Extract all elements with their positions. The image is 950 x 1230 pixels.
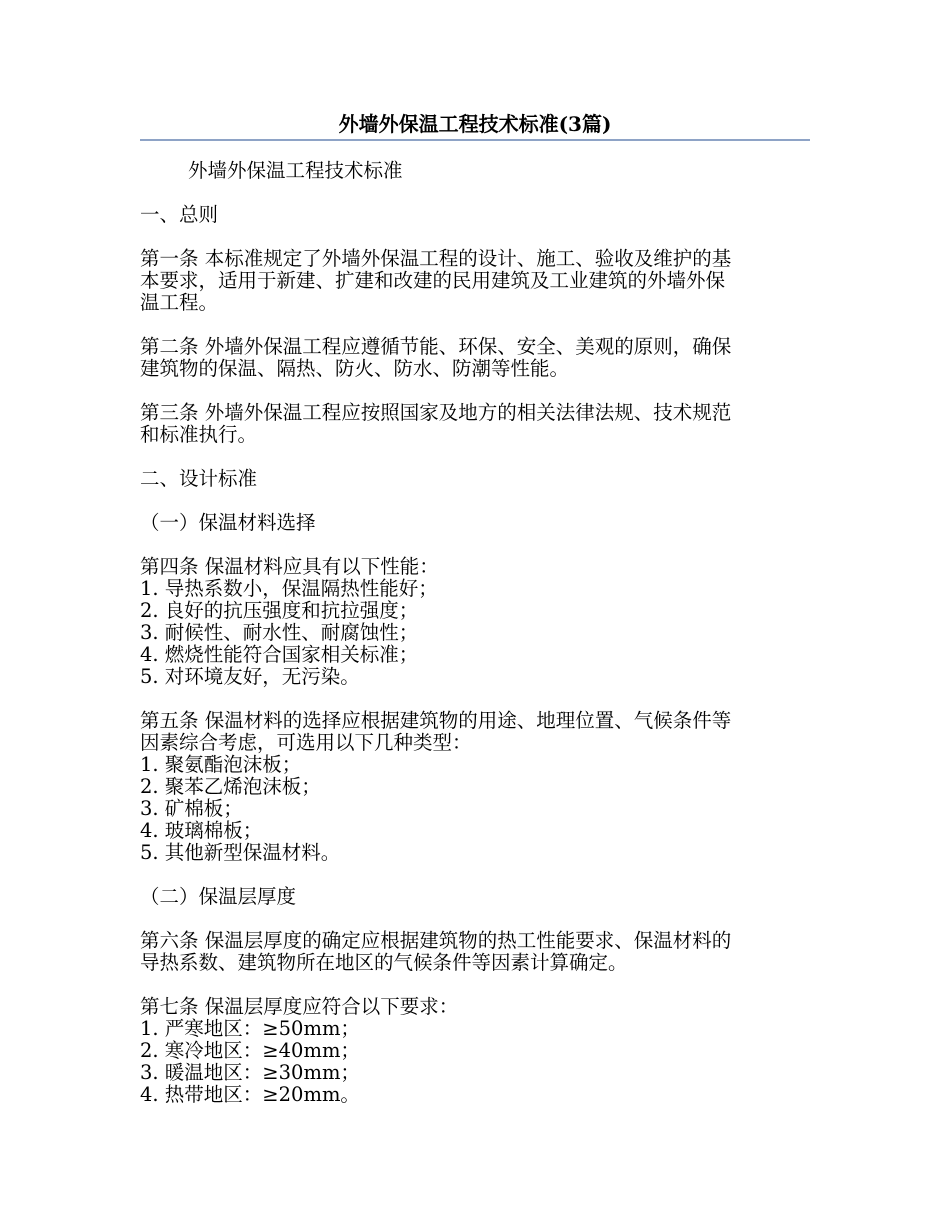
- text-line: 二、设计标准: [140, 467, 258, 490]
- paragraph-list: [140, 204, 810, 1106]
- paragraph: [140, 336, 810, 380]
- text-line: 4. 热带地区：≥20mm。: [140, 1083, 360, 1106]
- paragraph: [140, 512, 810, 534]
- paragraph: [140, 402, 810, 446]
- text-line: （一）保温材料选择: [140, 511, 316, 534]
- document-body: [140, 160, 810, 1128]
- document-subtitle: 外墙外保温工程技术标准: [188, 159, 403, 182]
- text-line: 1. 聚氨酯泡沫板；: [140, 753, 302, 776]
- paragraph: [140, 248, 810, 314]
- text-line: 5. 其他新型保温材料。: [140, 841, 341, 864]
- text-line: 1. 导热系数小，保温隔热性能好；: [140, 577, 438, 600]
- text-line: 2. 寒冷地区：≥40mm；: [140, 1039, 360, 1062]
- paragraph: [140, 710, 810, 864]
- text-line: 第四条 保温材料应具有以下性能：: [140, 555, 439, 578]
- text-line: 第六条 保温层厚度的确定应根据建筑物的热工性能要求、保温材料的: [140, 929, 732, 952]
- text-line: 1. 严寒地区：≥50mm；: [140, 1017, 360, 1040]
- text-line: 第五条 保温材料的选择应根据建筑物的用途、地理位置、气候条件等: [140, 709, 732, 732]
- paragraph: [140, 468, 810, 490]
- text-line: 建筑物的保温、隔热、防火、防水、防潮等性能。: [140, 357, 570, 380]
- text-line: 5. 对环境友好，无污染。: [140, 665, 360, 688]
- paragraph: [140, 886, 810, 908]
- text-line: （二）保温层厚度: [140, 885, 297, 908]
- text-line: 一、总则: [140, 203, 219, 226]
- text-line: 4. 玻璃棉板；: [140, 819, 263, 842]
- text-line: 3. 耐候性、耐水性、耐腐蚀性；: [140, 621, 419, 644]
- text-line: 导热系数、建筑物所在地区的气候条件等因素计算确定。: [140, 951, 628, 974]
- text-line: 第三条 外墙外保温工程应按照国家及地方的相关法律法规、技术规范: [140, 401, 732, 424]
- text-line: 温工程。: [140, 291, 219, 314]
- text-line: 2. 良好的抗压强度和抗拉强度；: [140, 599, 419, 622]
- paragraph: [140, 996, 810, 1106]
- paragraph: [140, 204, 810, 226]
- paragraph: [140, 930, 810, 974]
- text-line: 本要求，适用于新建、扩建和改建的民用建筑及工业建筑的外墙外保: [140, 269, 726, 292]
- text-line: 3. 矿棉板；: [140, 797, 243, 820]
- paragraph: [140, 556, 810, 688]
- text-line: 3. 暖温地区：≥30mm；: [140, 1061, 360, 1084]
- text-line: 因素综合考虑，可选用以下几种类型：: [140, 731, 472, 754]
- text-line: 第一条 本标准规定了外墙外保温工程的设计、施工、验收及维护的基: [140, 247, 732, 270]
- title-divider: [140, 139, 810, 141]
- text-line: 第二条 外墙外保温工程应遵循节能、环保、安全、美观的原则，确保: [140, 335, 732, 358]
- text-line: 第七条 保温层厚度应符合以下要求：: [140, 995, 459, 1018]
- text-line: 2. 聚苯乙烯泡沫板；: [140, 775, 321, 798]
- text-line: 和标准执行。: [140, 423, 258, 446]
- text-line: 4. 燃烧性能符合国家相关标准；: [140, 643, 419, 666]
- document-title: 外墙外保温工程技术标准(3篇): [338, 112, 612, 136]
